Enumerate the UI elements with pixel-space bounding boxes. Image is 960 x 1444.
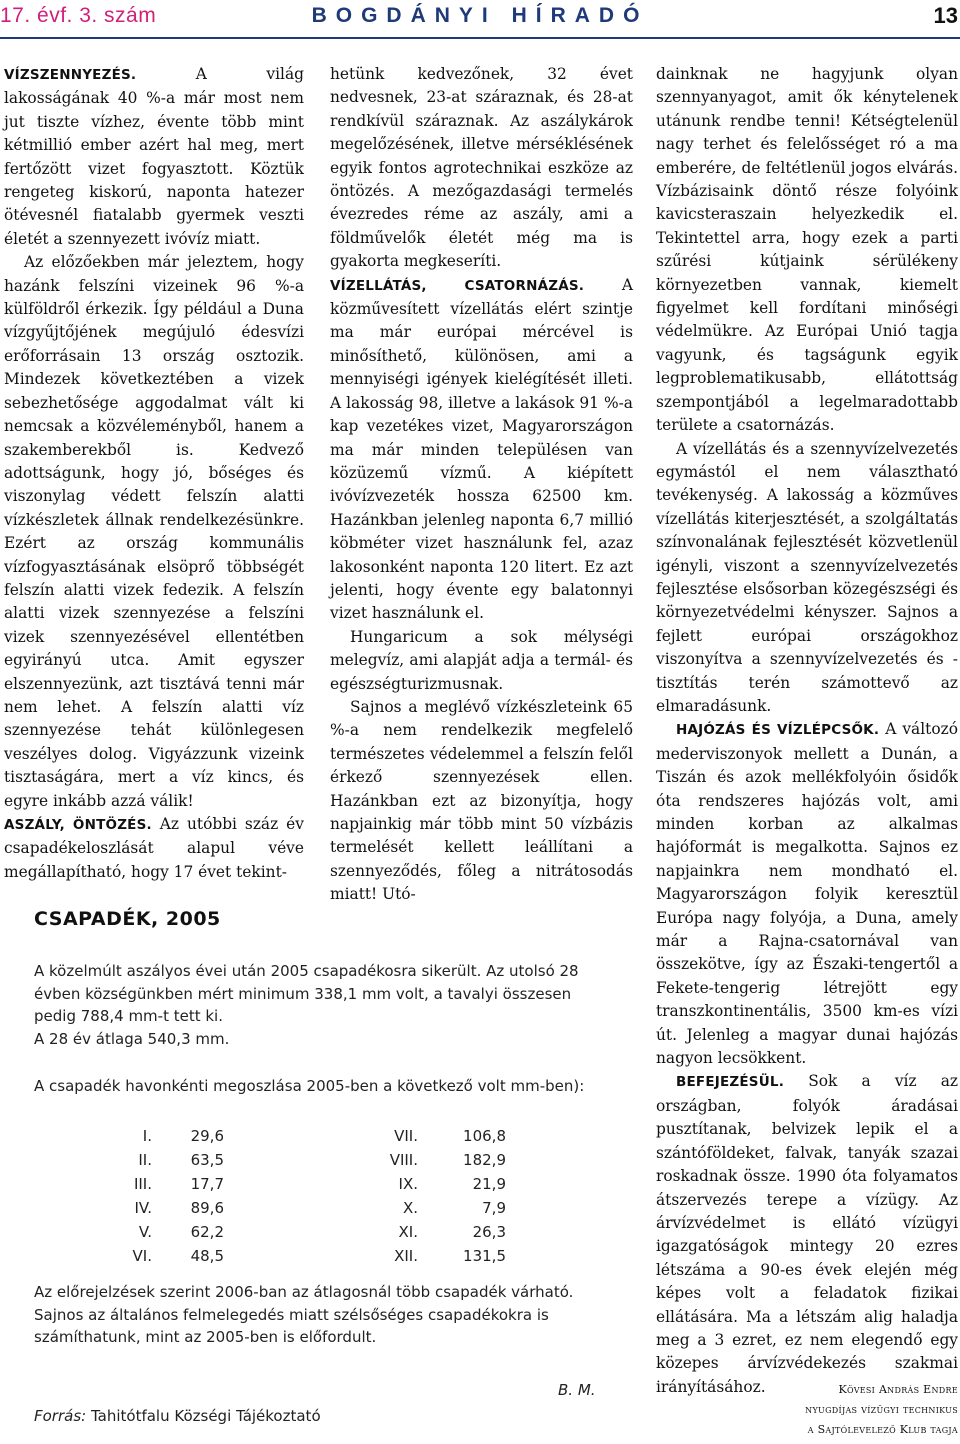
author-block [805, 1380, 958, 1440]
value-cell: 62,2 [190, 1223, 224, 1241]
publication-title: BOGDÁNYI HÍRADÓ [311, 4, 649, 27]
box-distribution-intro: A csapadék havonkénti megoszlása 2005-ben a következő volt mm-ben): [34, 1077, 585, 1095]
article-paragraph [330, 696, 633, 907]
table-row [34, 1221, 594, 1245]
source-text: Tahitótfalu Községi Tájékoztató [86, 1407, 321, 1425]
box-intro [34, 960, 614, 1050]
paragraph-text: A változó mederviszonyok mellett a Dunán, a Tiszán és azok mellékfolyóin ősidők óta rendszeres hajózás volt, ami minden korban az alkalmas hajóformát is megalkotta. Sajnos ez napjainkra nem mondható el. Magyarországon folyik keresztül Európa nagy folyója, a Duna, amely már a Rajna-csatornával van összekötve, így az Északi-tengertől a Fekete-tengerig létrejött egy transzkontinentális, 3500 km-es vízi út. Jelenleg a magyar dunai hajózás nagyon lecsökkent. [656, 720, 958, 1068]
section-heading: VÍZSZENNYEZÉS. [4, 67, 137, 83]
article-paragraph [656, 63, 958, 438]
table-row [34, 1197, 594, 1221]
box-forecast: Az előrejelzések szerint 2006-ban az átlagosnál több csapadék várható. Sajnos az általános felmelegedés miatt szélsőséges csapadékokra is számíthatunk, mint az 2005-ben is előfordult. [34, 1283, 574, 1347]
value-cell: 131,5 [463, 1247, 506, 1265]
page-number: 13 [933, 3, 958, 28]
author-line: a Sajtólevelező Klub tagja [807, 1423, 958, 1436]
section-heading: HAJÓZÁS ÉS VÍZLÉPCSŐK. [676, 722, 880, 739]
source-label: Forrás: [34, 1407, 87, 1425]
paragraph-text: A világ lakosságának 40 %-a már most nem jut tiszte vízhez, évente több mint kétmillió ember azért hal meg, mert fertőzött vizet fogyasztott. Köztük rengeteg kiskorú, naponta hatezer ötévesnél fiatalabb gyermek veszti életét a szennyezett ivóvíz miatt. [4, 65, 304, 248]
article-paragraph [656, 438, 958, 719]
value-cell: 48,5 [190, 1247, 224, 1265]
paragraph-text: hetünk kedvezőnek, 32 évet nedvesnek, 23-at száraznak, és 28-at rendkívül száraznak. Az aszálykárok megelőzésének, illetve mérséklésének egyik fontos agrotechnikai eszköze az öntözés. A mezőgazdasági termelés évezredes réme az aszály, ami a földművelők életét még ma is gyakorta megkeseríti. [330, 65, 633, 271]
table-row [34, 1149, 594, 1173]
issue-label: 17. évf. 3. szám [0, 4, 157, 27]
paragraph-text: Az előzőekben már jeleztem, hogy hazánk felszíni vizeinek 96 %-a külföldről érkezik. Így például a Duna vízgyűjtőjének megújuló édesvízi erőforrásain 13 ország osztozik. Mindezek következtében a vizek sebezhetősége aggodalmat vált ki nemcsak a közvéleményből, hanem a szakemberekből is. Kedvező adottságunk, hogy jó, bőséges és viszonylag védett felszín alatti vízkészletek állnak rendelkezésünkre. Ezért az ország kommunális vízfogyasztásának elsöprő többségét felszín alatti vizek fedezik. A felszín alatti vizek szennyezése a felszíni vizek szennyezésével ellentétben egyirányú utca. Amit egyszer elszennyezünk, azt tisztává tenni már nem lehet. A felszín alatti víz szennyezése tehát különlegesen veszélyes dolog. Vigyázzunk vizeink tisztaságára, mert a víz kincs, és egyre inkább azzá válik! [4, 253, 304, 810]
value-cell: 29,6 [190, 1127, 224, 1145]
article-paragraph [330, 63, 633, 274]
month-cell: I. [142, 1127, 152, 1145]
month-cell: XI. [398, 1223, 418, 1241]
box-intro-text: A közelmúlt aszályos évei után 2005 csapadékosra sikerült. Az utolsó 28 évben községünkben mért minimum 338,1 mm volt, a tavalyi összesen pedig 788,4 mm-t tett ki. [34, 962, 579, 1026]
box-source [34, 1405, 321, 1428]
monthly-precipitation-table [34, 1125, 594, 1269]
article-column-2 [330, 63, 633, 907]
precipitation-box [34, 908, 622, 1425]
value-cell: 63,5 [190, 1151, 224, 1169]
header-rule [0, 37, 960, 39]
month-cell: VII. [394, 1127, 418, 1145]
box-title: CSAPADÉK, 2005 [34, 908, 221, 930]
author-line: nyugdíjas vízügyi technikus [805, 1403, 958, 1416]
month-cell: V. [138, 1223, 152, 1241]
article-paragraph [4, 813, 304, 884]
paragraph-text: A közművesített vízellátás elért szintje ma már európai mércével is minősíthető, különösen, ami a mennyiségi igények kielégítését illeti. A lakosság 98, illetve a lakások 91 %-a kap vezetékes vizet, Magyarországon ma már minden településen van közüzemű vízmű. A kiépített ivóvízvezeték hossza 62500 km. Hazánkban jelenleg naponta 6,7 millió köbméter vizet használunk fel, azaz lakosonként naponta 120 litert. Ez azt jelenti, hogy évente egy balatonnyi vizet használunk el. [330, 275, 633, 623]
page-header [0, 0, 960, 40]
article-paragraph [4, 63, 304, 251]
value-cell: 17,7 [190, 1175, 224, 1193]
value-cell: 182,9 [463, 1151, 506, 1169]
paragraph-text: Sajnos a meglévő vízkészleteink 65 %-a nem rendelkezik megfelelő természetes védelemmel a felszín felől érkező szennyezések ellen. Hazánkban ezt az bizonyítja, hogy napjainkig már több mint 50 vízbázis termelését kellett leállítani a szennyeződés, főleg a nitrátosodás miatt! Utó- [330, 697, 633, 904]
paragraph-text: dainknak ne hagyjunk olyan szennyanyagot, amit ők kénytelenek utánunk rendbe tenni! Kétségtelenül nagy terhet és felelősséget ró a ma emberére, de feltétlenül jogos elvárás. Vízbázisaink döntő része folyóink kavicsteraszain helyezkedik el. Tekintettel arra, hogy ezek a parti szűrési kútjaink sérülékeny környezetben vannak, kiemelt figyelmet kell fordítani minőségi védelmükre. Az Európai Unió tagja vagyunk, és tagságunk egyik legproblematikusabb, ellátottság szempontjából a legelmaradottabb területe a csatornázás. [656, 65, 958, 435]
article-paragraph [656, 718, 958, 1070]
month-cell: XII. [394, 1247, 418, 1265]
article-paragraph [330, 274, 633, 626]
table-row [34, 1125, 594, 1149]
article-paragraph [656, 1070, 958, 1399]
month-cell: III. [133, 1175, 152, 1193]
paragraph-text: Sok a víz az országban, folyók áradásai pusztítanak, belvizek lepik el a szántóföldeket, falvak, tanyák szazai roskadnak össze. 1990 óta folyamatos átszervezés terepe a vízügy. Az árvízvédelmet is ellátó vízügyi igazgatóságok mintegy 20 ezres létszáma a 90-es évek elején még képes volt a feladatok fizikai ellátására. Ma a létszám alig haladja meg a 3 ezret, ez nem elegendő egy közepes árvízvédekezés szakmai irányításához. [656, 1072, 958, 1396]
section-heading: BEFEJEZÉSÜL. [676, 1074, 785, 1091]
box-average-text: A 28 év átlaga 540,3 mm. [34, 1029, 230, 1048]
month-cell: VI. [132, 1247, 152, 1265]
paragraph-text: A vízellátás és a szennyvízelvezetés egymástól el nem választható tevékenység. A lakosság a közműves vízellátás kiterjesztését, a szolgáltatás színvonalának fejlesztését közvetlenül igényli, viszont a szennyvízelvezetés fejlesztése elsősorban közegészségi és környezetvédelmi kényszer. Sajnos a fejlett európai országokhoz viszonyítva a szennyvízelvezetés és -tisztítás terén számottevő az elmaradásunk. [656, 439, 958, 715]
article-column-3 [656, 63, 958, 1399]
month-cell: IV. [134, 1199, 152, 1217]
section-heading: ASZÁLY, ÖNTÖZÉS. [4, 817, 152, 833]
table-row [34, 1173, 594, 1197]
author-line: Kövesi András Endre [838, 1383, 958, 1396]
value-cell: 7,9 [482, 1199, 506, 1217]
table-row [34, 1245, 594, 1269]
section-heading: VÍZELLÁTÁS, CSATORNÁZÁS. [330, 277, 585, 294]
paragraph-text: Az utóbbi száz év csapadékeloszlását alapul véve megállapítható, hogy 17 évet tekint- [4, 815, 304, 881]
article-paragraph [4, 251, 304, 813]
paragraph-text: Hungaricum a sok mélységi melegvíz, ami alapját adja a termál- és egészségturizmusnak. [330, 627, 633, 693]
month-cell: X. [402, 1199, 418, 1217]
article-paragraph [330, 626, 633, 696]
value-cell: 21,9 [472, 1175, 506, 1193]
box-signature: B. M. [558, 1381, 596, 1399]
month-cell: VIII. [389, 1151, 418, 1169]
value-cell: 26,3 [472, 1223, 506, 1241]
article-column-1 [4, 63, 304, 884]
month-cell: II. [138, 1151, 152, 1169]
month-cell: IX. [398, 1175, 418, 1193]
value-cell: 89,6 [190, 1199, 224, 1217]
value-cell: 106,8 [463, 1127, 506, 1145]
